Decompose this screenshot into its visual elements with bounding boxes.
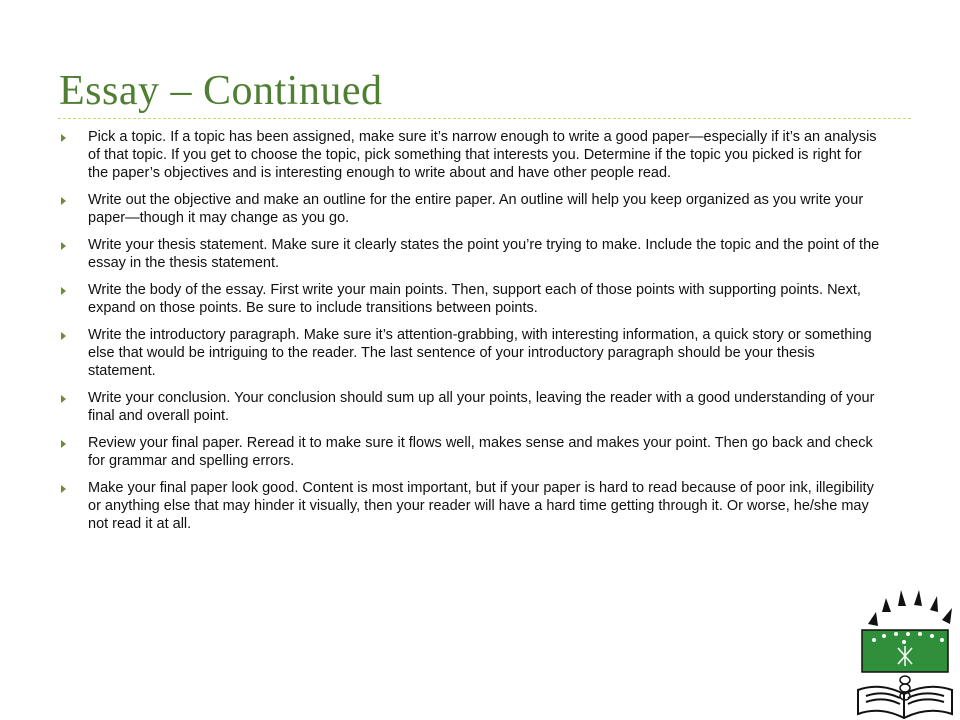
- triangle-bullet-icon: [61, 287, 66, 295]
- bullet-text: Write your thesis statement. Make sure it clearly states the point you’re trying to make. Include the topic and the point of the essay in the thesis statement.: [88, 236, 880, 271]
- slide-title: Essay – Continued: [59, 68, 383, 114]
- emblem-logo-icon: [848, 584, 960, 720]
- bullet-text: Review your final paper. Reread it to make sure it flows well, makes sense and makes your point. Then go back and check for grammar and spelling errors.: [88, 435, 873, 469]
- bullet-item: [58, 129, 884, 182]
- bullet-text: Write your conclusion. Your conclusion should sum up all your points, leaving the reader with a good understanding of your final and overall point.: [88, 390, 875, 424]
- bullet-text: Write the introductory paragraph. Make sure it’s attention-grabbing, with interesting information, a quick story or something else that would be intriguing to the reader. The last sentence of your introductory paragraph should be your thesis statement.: [88, 327, 872, 379]
- bullet-text: Make your final paper look good. Content is most important, but if your paper is hard to read because of poor ink, illegibility or anything else that may hinder it visually, then your reader will have a hard time getting through it. Or worse, he/she may not read it at all.: [88, 480, 874, 532]
- bullet-item: [58, 237, 884, 273]
- bullet-item: [58, 282, 884, 318]
- bullet-text: Write out the objective and make an outline for the entire paper. An outline will help you keep organized as you write your paper—though it may change as you go.: [88, 191, 864, 226]
- bullet-item: [58, 390, 884, 426]
- bullet-list: [58, 129, 884, 543]
- bullet-item: [58, 327, 884, 380]
- triangle-bullet-icon: [61, 134, 66, 142]
- bullet-item: [58, 480, 884, 533]
- bullet-item: [58, 192, 884, 228]
- triangle-bullet-icon: [61, 242, 66, 250]
- triangle-bullet-icon: [61, 197, 66, 205]
- title-divider: [58, 118, 911, 119]
- triangle-bullet-icon: [61, 332, 66, 340]
- triangle-bullet-icon: [61, 485, 66, 493]
- bullet-item: [58, 435, 884, 471]
- triangle-bullet-icon: [61, 395, 66, 403]
- triangle-bullet-icon: [61, 440, 66, 448]
- bullet-text: Write the body of the essay. First write your main points. Then, support each of those points with supporting points. Next, expand on those points. Be sure to include transitions between points.: [88, 282, 861, 316]
- bullet-text: Pick a topic. If a topic has been assigned, make sure it’s narrow enough to write a good paper—especially if it’s an analysis of that topic. If you get to choose the topic, pick something that interests you. Determine if the topic you picked is right for the paper’s objectives and is interesting enough to write about and have other people read.: [88, 129, 877, 181]
